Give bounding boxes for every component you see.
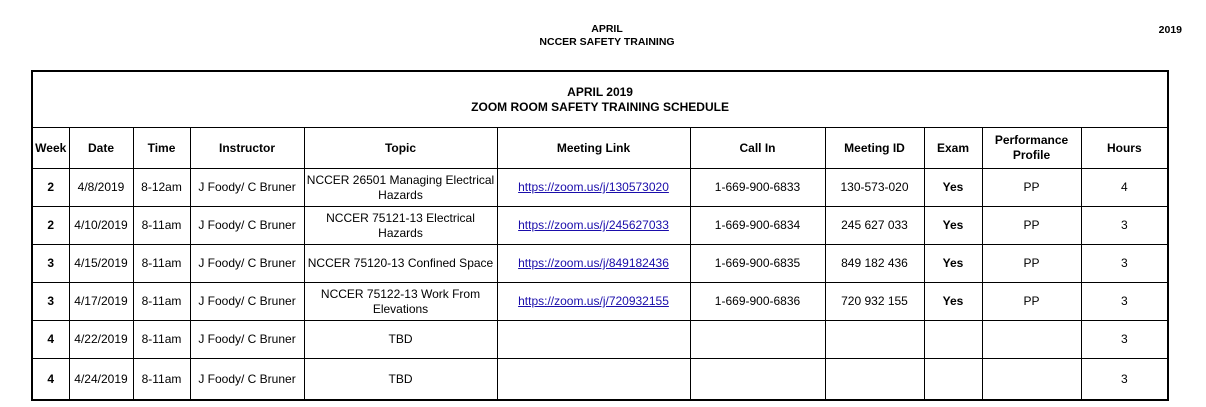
cell-profile: PP	[982, 169, 1081, 207]
cell-topic: NCCER 75120-13 Confined Space	[304, 245, 497, 283]
cell-hours: 4	[1081, 169, 1168, 207]
cell-date: 4/8/2019	[69, 169, 133, 207]
table-row	[32, 207, 1168, 245]
table-title	[32, 71, 1168, 128]
cell-profile: PP	[982, 245, 1081, 283]
cell-instructor: J Foody/ C Bruner	[190, 359, 304, 401]
cell-time: 8-12am	[133, 169, 190, 207]
header-year: 2019	[1158, 24, 1182, 36]
cell-meeting-id: 245 627 033	[825, 207, 924, 245]
cell-exam	[924, 359, 982, 401]
meeting-link[interactable]: https://zoom.us/j/849182436	[497, 245, 690, 283]
cell-week: 2	[32, 169, 69, 207]
cell-hours: 3	[1081, 245, 1168, 283]
page-header	[0, 23, 1206, 49]
meeting-link[interactable]: https://zoom.us/j/130573020	[497, 169, 690, 207]
cell-week: 4	[32, 359, 69, 401]
col-meeting-id: Meeting ID	[825, 128, 924, 169]
cell-hours: 3	[1081, 359, 1168, 401]
cell-date: 4/24/2019	[69, 359, 133, 401]
col-date: Date	[69, 128, 133, 169]
header-subtitle: NCCER SAFETY TRAINING	[539, 36, 675, 48]
cell-instructor: J Foody/ C Bruner	[190, 245, 304, 283]
cell-exam: Yes	[924, 245, 982, 283]
table-row	[32, 169, 1168, 207]
cell-call-in: 1-669-900-6834	[690, 207, 825, 245]
cell-week: 3	[32, 283, 69, 321]
cell-date: 4/22/2019	[69, 321, 133, 359]
cell-instructor: J Foody/ C Bruner	[190, 283, 304, 321]
cell-exam: Yes	[924, 169, 982, 207]
cell-call-in	[690, 321, 825, 359]
cell-hours: 3	[1081, 321, 1168, 359]
cell-call-in	[690, 359, 825, 401]
cell-call-in: 1-669-900-6836	[690, 283, 825, 321]
cell-week: 2	[32, 207, 69, 245]
cell-instructor: J Foody/ C Bruner	[190, 207, 304, 245]
col-exam: Exam	[924, 128, 982, 169]
cell-time: 8-11am	[133, 207, 190, 245]
cell-meeting-id: 130-573-020	[825, 169, 924, 207]
cell-exam: Yes	[924, 207, 982, 245]
cell-time: 8-11am	[133, 359, 190, 401]
cell-week: 3	[32, 245, 69, 283]
col-meeting-link: Meeting Link	[497, 128, 690, 169]
col-instructor: Instructor	[190, 128, 304, 169]
cell-date: 4/10/2019	[69, 207, 133, 245]
cell-meeting-id: 720 932 155	[825, 283, 924, 321]
meeting-link	[497, 359, 690, 401]
col-week: Week	[32, 128, 69, 169]
cell-profile	[982, 359, 1081, 401]
cell-date: 4/15/2019	[69, 245, 133, 283]
cell-topic: TBD	[304, 359, 497, 401]
cell-week: 4	[32, 321, 69, 359]
table-row	[32, 359, 1168, 401]
cell-profile	[982, 321, 1081, 359]
col-performance-profile: Performance Profile	[982, 128, 1081, 169]
cell-hours: 3	[1081, 207, 1168, 245]
cell-topic: NCCER 75121-13 Electrical Hazards	[304, 207, 497, 245]
table-title-line2: ZOOM ROOM SAFETY TRAINING SCHEDULE	[471, 99, 729, 114]
cell-exam: Yes	[924, 283, 982, 321]
cell-instructor: J Foody/ C Bruner	[190, 321, 304, 359]
meeting-link[interactable]: https://zoom.us/j/245627033	[497, 207, 690, 245]
col-time: Time	[133, 128, 190, 169]
cell-topic: NCCER 75122-13 Work From Elevations	[304, 283, 497, 321]
cell-call-in: 1-669-900-6833	[690, 169, 825, 207]
header-month: APRIL	[591, 23, 623, 35]
header-row	[32, 128, 1168, 169]
cell-time: 8-11am	[133, 283, 190, 321]
table-title-line1: APRIL 2019	[567, 84, 633, 99]
cell-meeting-id	[825, 321, 924, 359]
cell-hours: 3	[1081, 283, 1168, 321]
table-row	[32, 245, 1168, 283]
meeting-link	[497, 321, 690, 359]
cell-exam	[924, 321, 982, 359]
cell-time: 8-11am	[133, 321, 190, 359]
cell-topic: NCCER 26501 Managing Electrical Hazards	[304, 169, 497, 207]
col-call-in: Call In	[690, 128, 825, 169]
cell-profile: PP	[982, 283, 1081, 321]
schedule-table	[31, 70, 1169, 401]
meeting-link[interactable]: https://zoom.us/j/720932155	[497, 283, 690, 321]
cell-instructor: J Foody/ C Bruner	[190, 169, 304, 207]
cell-meeting-id: 849 182 436	[825, 245, 924, 283]
table-row	[32, 321, 1168, 359]
col-hours: Hours	[1081, 128, 1168, 169]
cell-topic: TBD	[304, 321, 497, 359]
cell-date: 4/17/2019	[69, 283, 133, 321]
cell-profile: PP	[982, 207, 1081, 245]
col-topic: Topic	[304, 128, 497, 169]
cell-meeting-id	[825, 359, 924, 401]
cell-time: 8-11am	[133, 245, 190, 283]
table-row	[32, 283, 1168, 321]
cell-call-in: 1-669-900-6835	[690, 245, 825, 283]
